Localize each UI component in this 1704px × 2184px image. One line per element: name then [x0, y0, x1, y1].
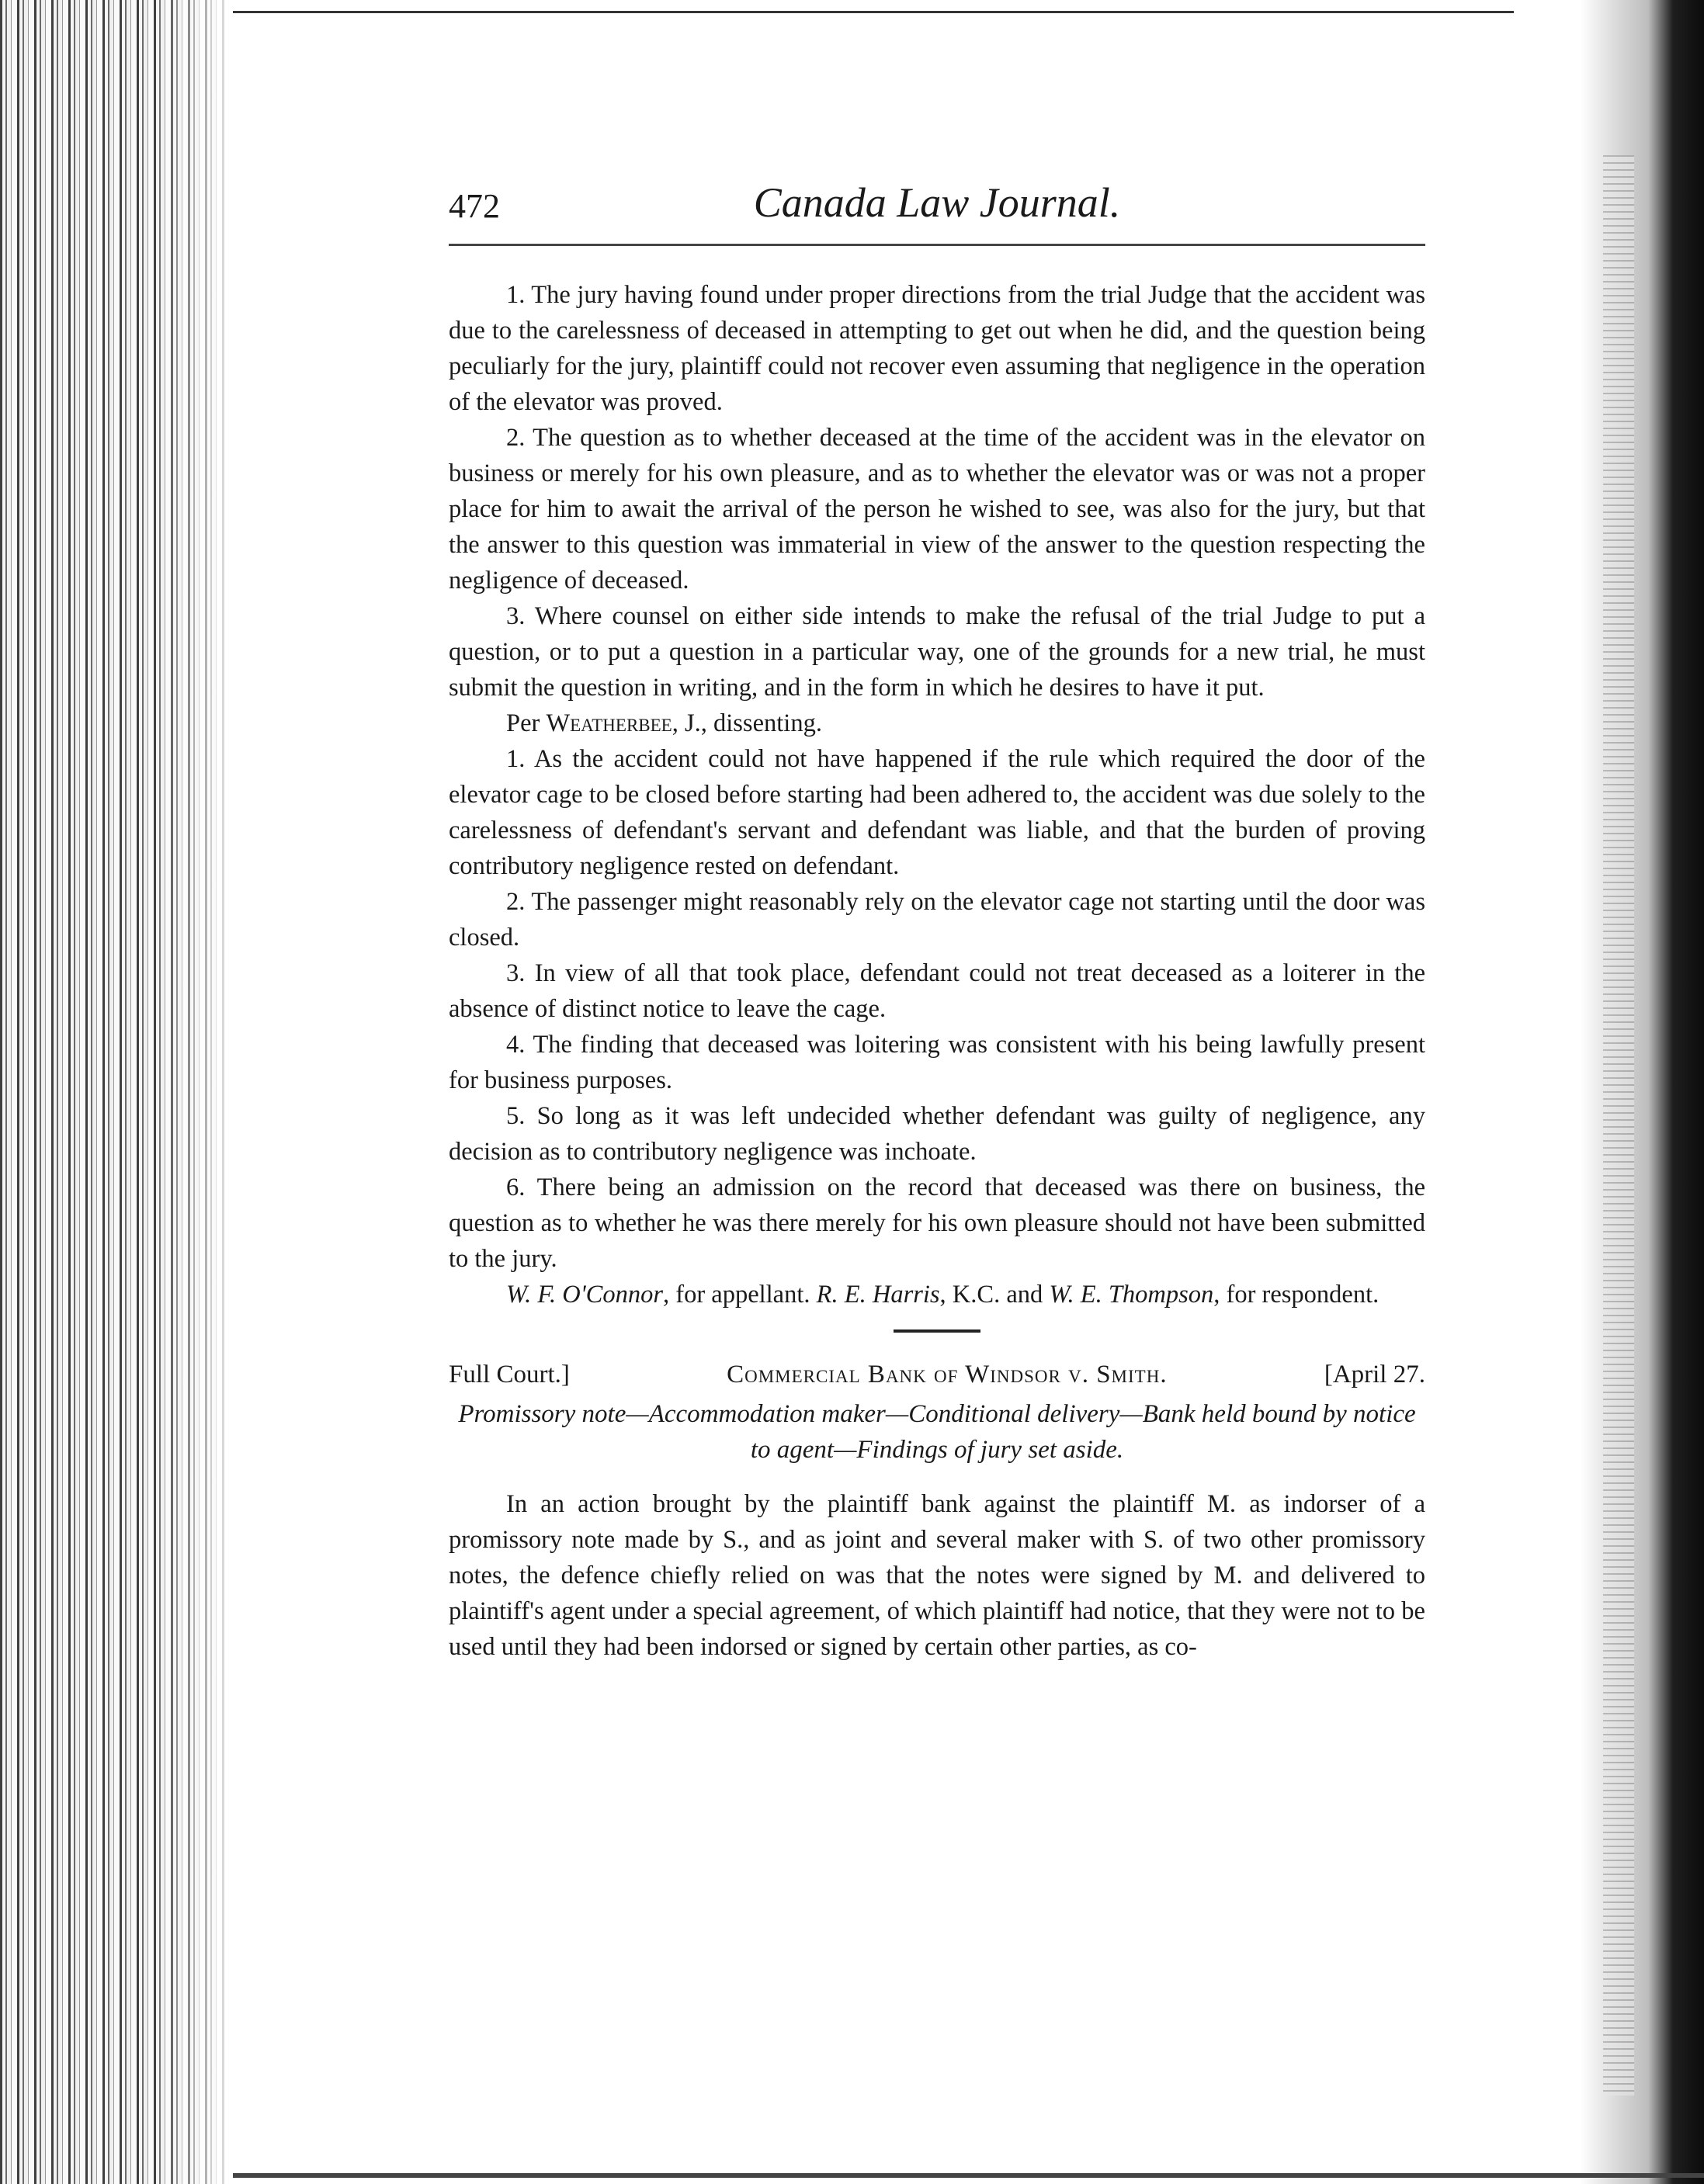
dissent-paragraph-3: 3. In view of all that took place, defendant could not treat deceased as a loiterer in the absence of distinct notice to leave the cage. [449, 959, 1425, 1023]
respondent-counsel-2: W. E. Thompson [1049, 1281, 1214, 1309]
holding-paragraph-2: 2. The question as to whether deceased at the time of the accident was in the elevator on business or merely for his own pleasure, and as to whether the elevator was or was not a proper place for him to await the arrival of the person he wished to see, was also for the jury, but that the answer to this question was immaterial in view of the answer to the question respecting the negligence of deceased. [449, 424, 1425, 595]
dissent-judge: Weatherbee [546, 709, 672, 737]
dissent-paragraph-1: 1. As the accident could not have happened if the rule which required the door of the elevator cage to be closed before starting had been adhered to, the accident was due solely to the carelessness of defendant's servant and defendant was liable, and that the burden of proving contributory negligence rested on defendant. [449, 745, 1425, 880]
catchwords: Promissory note—Accommodation maker—Conditional delivery—Bank held bound by notice to agent—Findings of jury set aside. [458, 1400, 1416, 1464]
respondent-mid: , K.C. and [939, 1281, 1050, 1309]
counsel-line [449, 1277, 1425, 1312]
court-name: Full Court.] [449, 1361, 570, 1388]
case-date: [April 27. [1324, 1361, 1425, 1388]
page-number: 472 [449, 187, 500, 225]
dissent-paragraph-5: 5. So long as it was left undecided whether defendant was guilty of negligence, any decision as to contributory negligence was inchoate. [449, 1102, 1425, 1166]
bottom-scan-line [233, 2173, 1704, 2178]
dissent-line [449, 705, 1425, 741]
journal-title: Canada Law Journal. [753, 179, 1121, 226]
right-edge-texture [1603, 155, 1634, 2096]
appellant-counsel: W. F. O'Connor [506, 1281, 663, 1309]
dissent-paragraph-6: 6. There being an admission on the record that deceased was there on business, the question as to whether he was there merely for his own pleasure should not have been submitted to the jury. [449, 1173, 1425, 1273]
case-heading [449, 1356, 1425, 1393]
respondent-counsel-1: R. E. Harris [816, 1281, 940, 1309]
holding-paragraph-3: 3. Where counsel on either side intends to make the refusal of the trial Judge to put a question, or to put a question in a particular way, one of the grounds for a new trial, he must submit the question in writing, and in the form in which he desires to have it put. [449, 602, 1425, 702]
dissent-paragraph-4: 4. The finding that deceased was loitering was consistent with his being lawfully present for business purposes. [449, 1031, 1425, 1094]
case-text: In an action brought by the plaintiff bank against the plaintiff M. as indorser of a promissory note made by S., and as joint and several maker with S. of two other promissory notes, the defence chiefly relied on was that the notes were signed by M. and delivered to plaintiff's agent under a special agreement, of which plaintiff had notice, that they were not to be used until they had been indorsed or signed by certain other parties, as co- [449, 1490, 1425, 1661]
appellant-role: , for appellant. [663, 1281, 817, 1309]
right-page-edge [1580, 0, 1704, 2184]
holding-paragraph-1: 1. The jury having found under proper directions from the trial Judge that the accident was due to the carelessness of deceased in attempting to get out when he did, and the question being peculiarly for the jury, plaintiff could not recover even assuming that negligence in the operation of the elevator was proved. [449, 281, 1425, 416]
case-title: Commercial Bank of Windsor v. Smith. [727, 1361, 1168, 1388]
page-body [449, 277, 1425, 1665]
dissent-prefix: Per [506, 709, 547, 737]
dissent-paragraph-2: 2. The passenger might reasonably rely on the elevator cage not starting until the door was closed. [449, 888, 1425, 952]
journal-page [449, 179, 1425, 1665]
running-head [449, 179, 1425, 246]
respondent-role: , for respondent. [1213, 1281, 1380, 1309]
binding-shadow [155, 0, 241, 2184]
top-scan-line [233, 11, 1514, 13]
dissent-suffix: , J., dissenting. [672, 709, 822, 737]
section-divider [894, 1329, 980, 1333]
